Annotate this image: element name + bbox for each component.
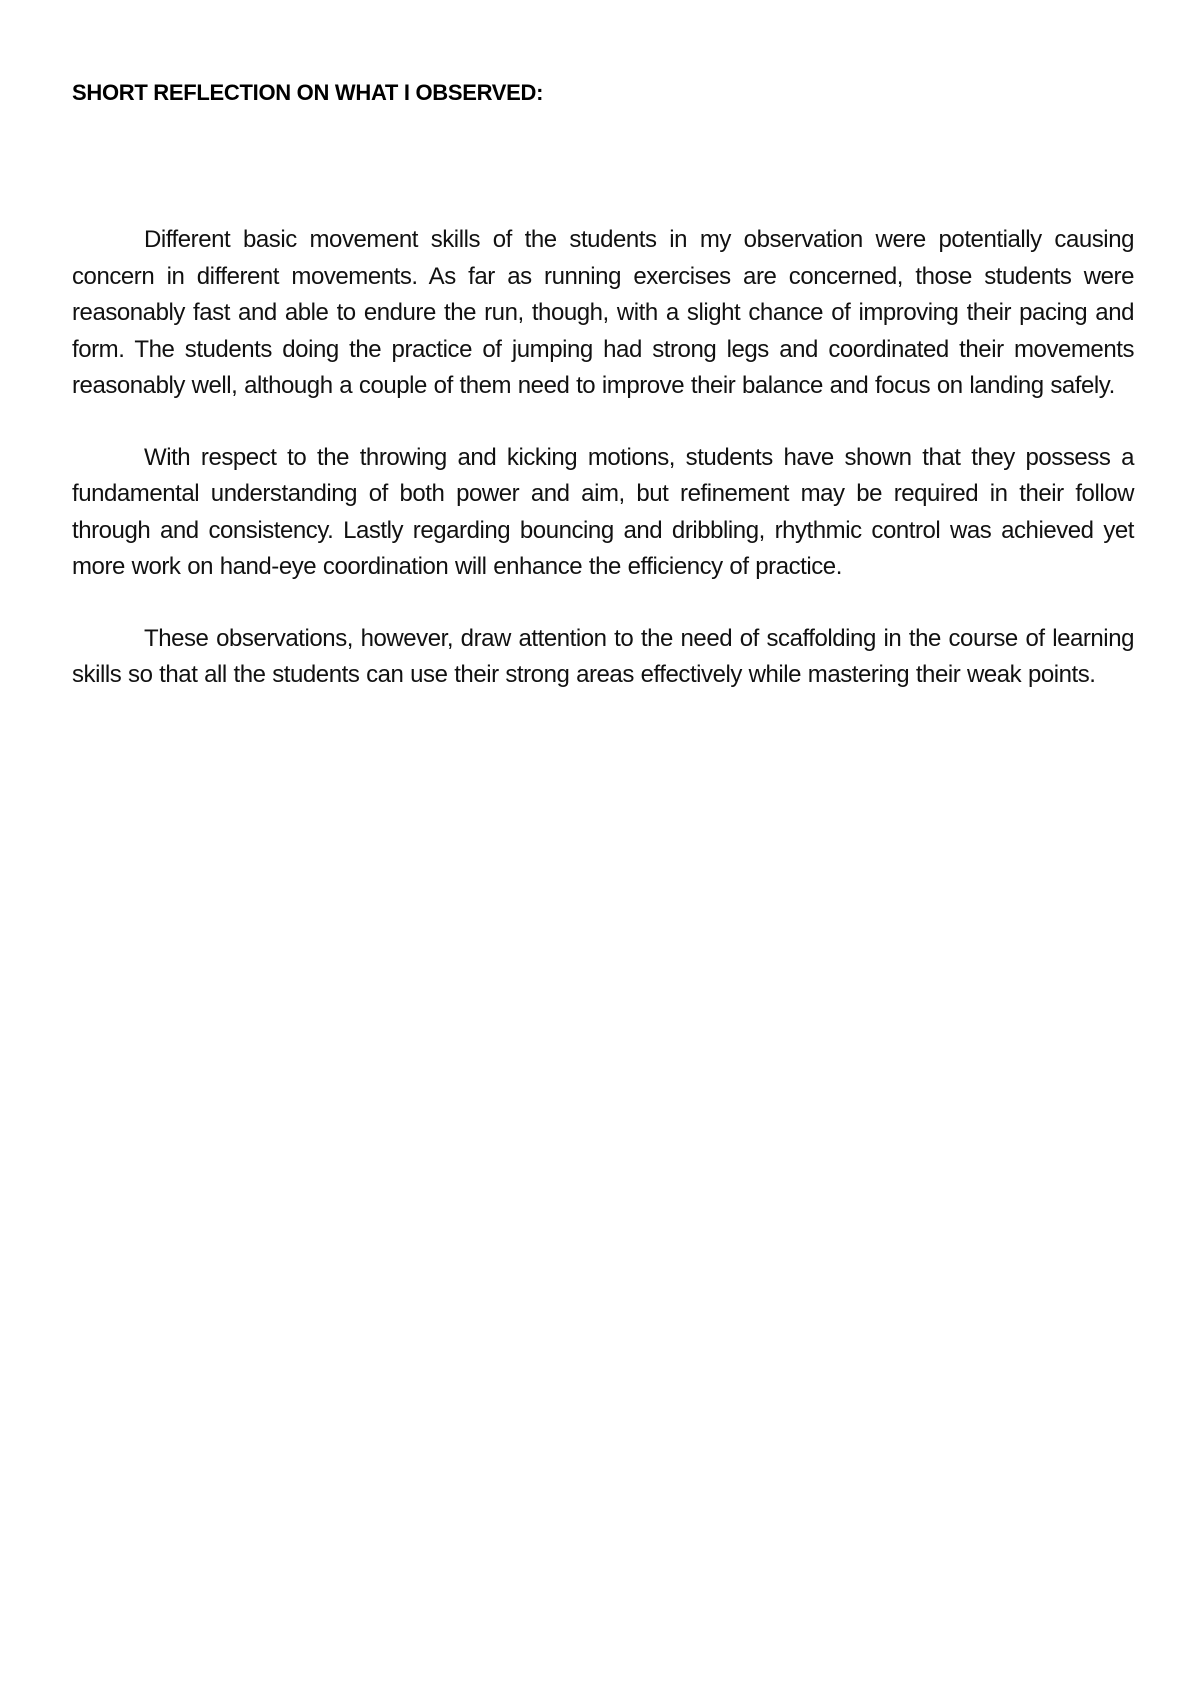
page-title: SHORT REFLECTION ON WHAT I OBSERVED: — [72, 80, 544, 105]
paragraph-conclusion: These observations, however, draw attention to the need of scaffolding in the course of learning skills so that all the students can use their strong areas effectively while mastering their weak points. — [72, 624, 1134, 688]
reflection-body — [72, 222, 1134, 729]
paragraph-throwing-kicking: With respect to the throwing and kicking motions, students have shown that they possess a fundamental understanding of both power and aim, but refinement may be required in their follow through and consistency. Lastly regarding bouncing and dribbling, rhythmic control was achieved yet more work on hand-eye coordination will enhance the efficiency of practice. — [72, 443, 1134, 580]
paragraph-movement-skills: Different basic movement skills of the students in my observation were potentially causing concern in different movements. As far as running exercises are concerned, those students were reasonably fast and able to endure the run, though, with a slight chance of improving their pacing and form. The students doing the practice of jumping had strong legs and coordinated their movements reasonably well, although a couple of them need to improve their balance and focus on landing safely. — [72, 226, 1134, 399]
